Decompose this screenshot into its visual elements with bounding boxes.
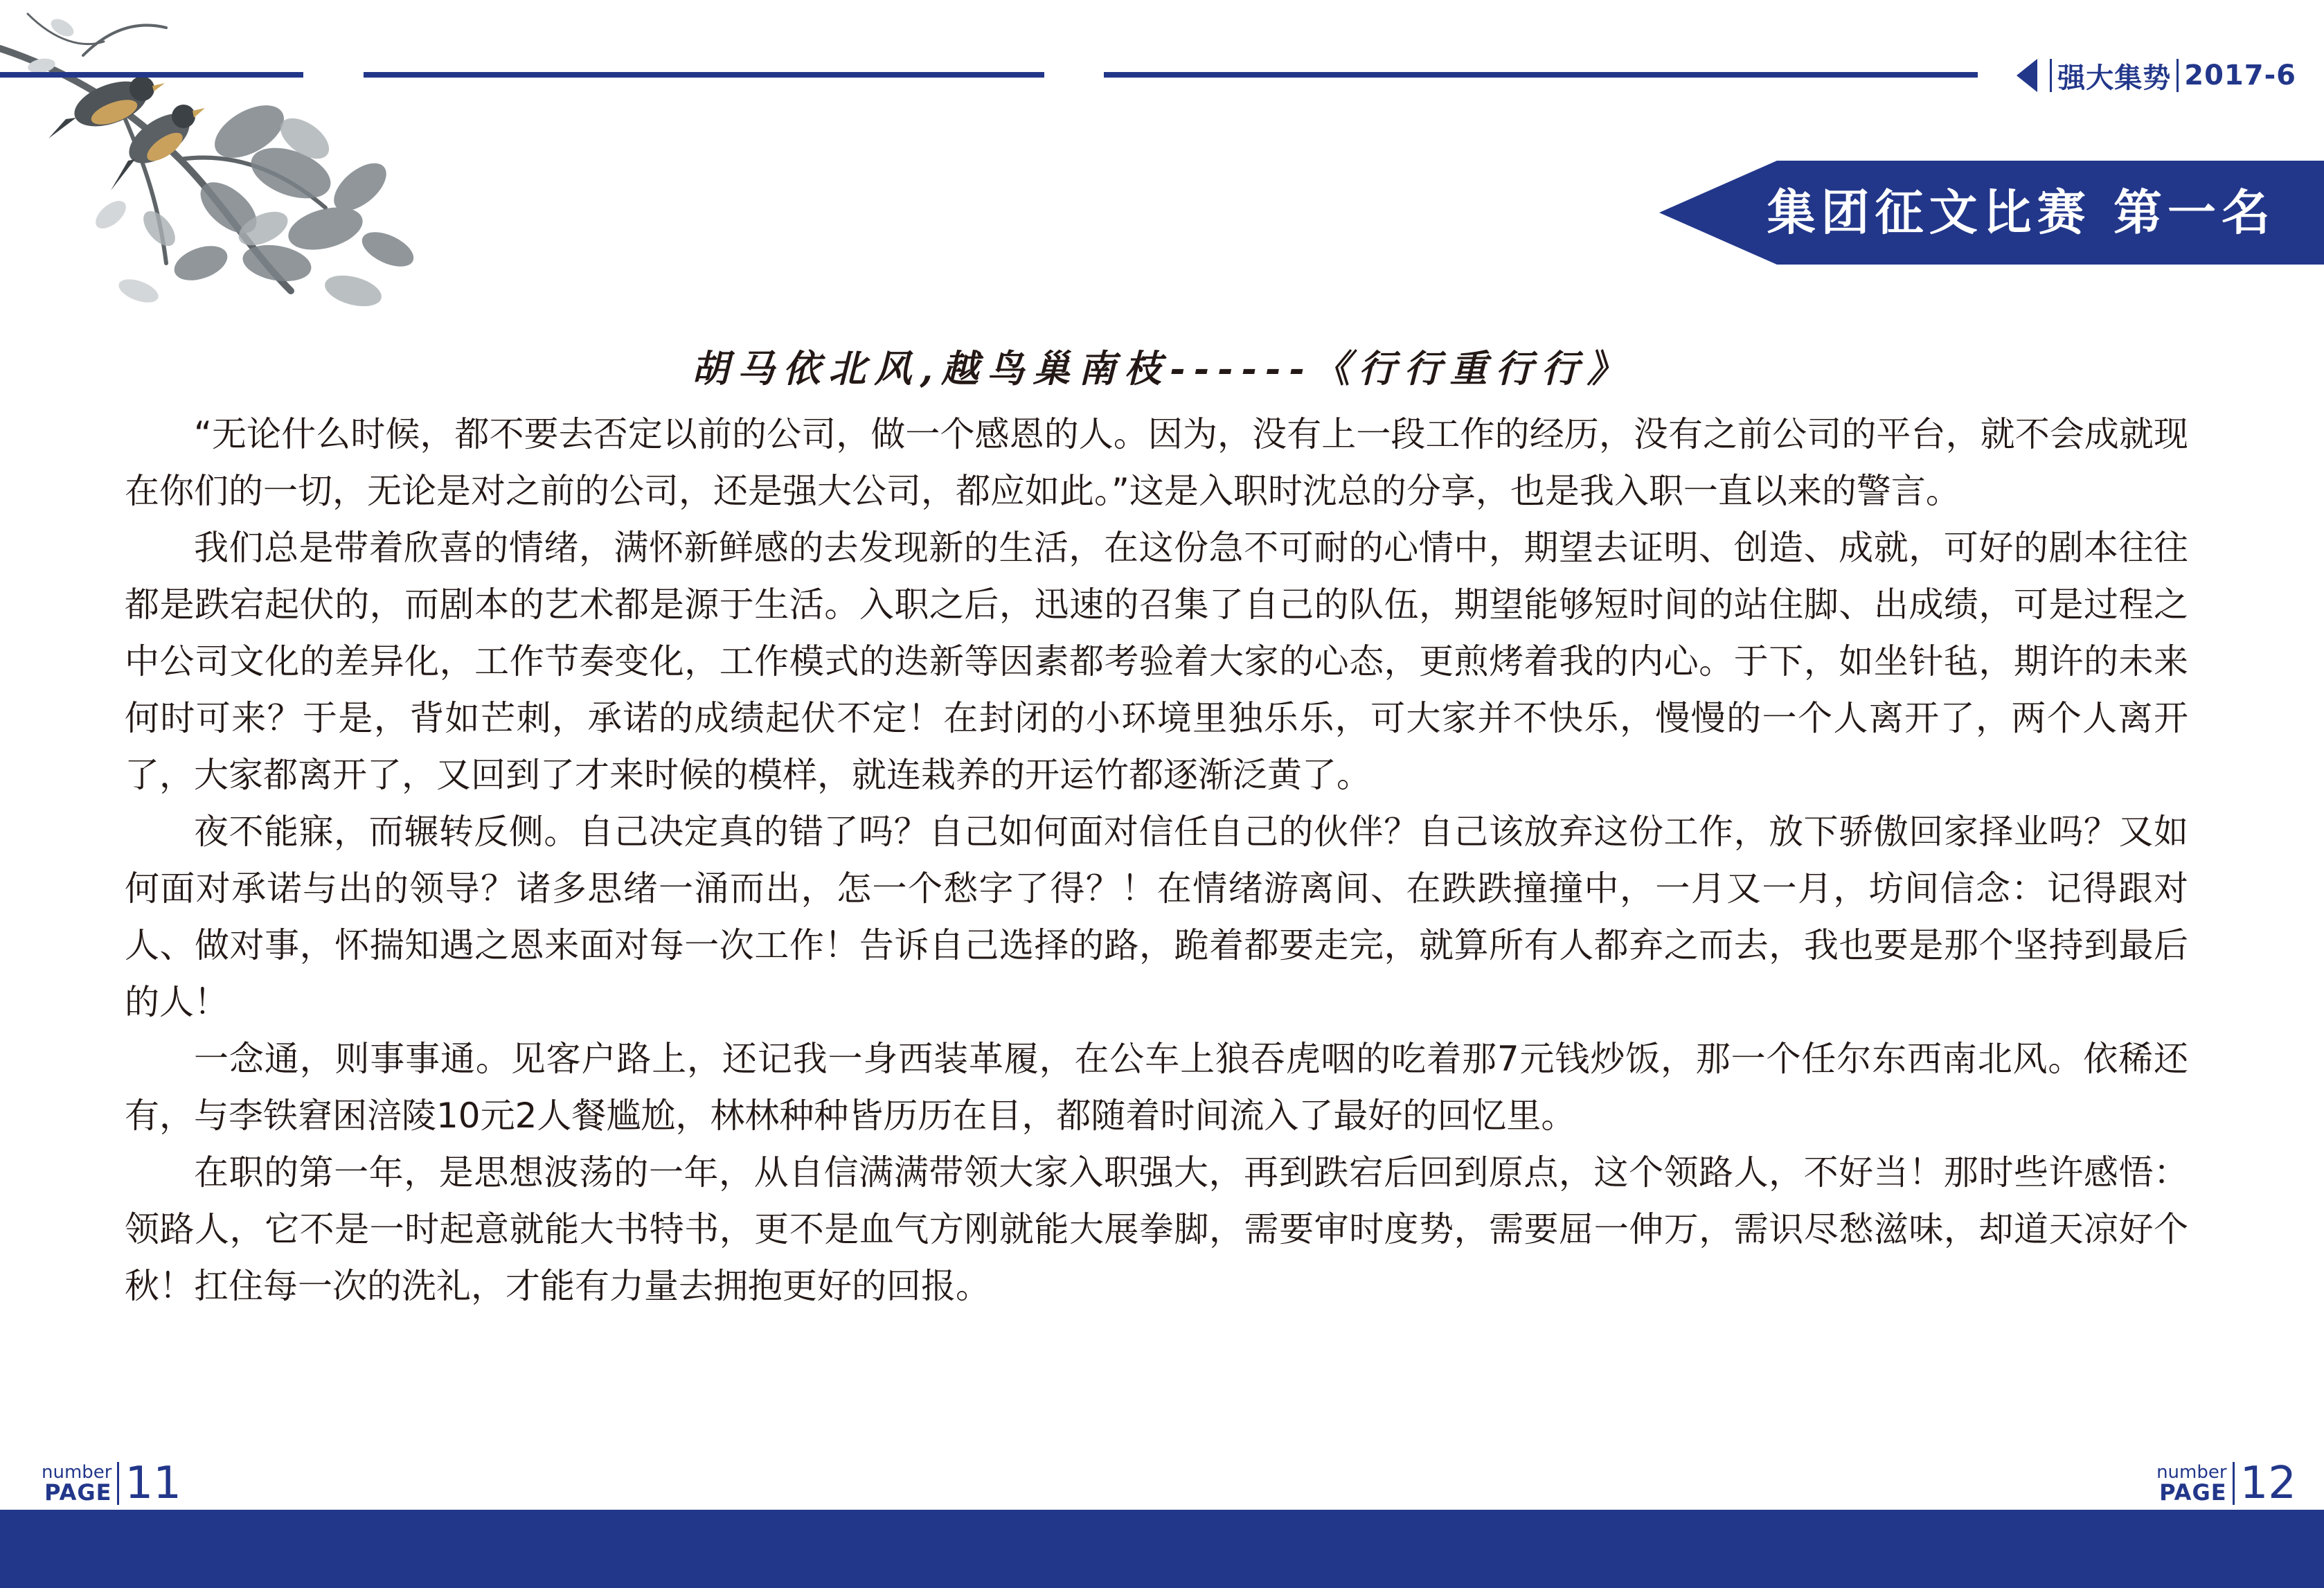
page-number-value: 12 [2240, 1458, 2296, 1509]
header-rule-middle [364, 72, 1044, 78]
banner-title: 集团征文比赛 第一名 [1767, 184, 2276, 241]
brand-chevron-icon [2017, 59, 2037, 92]
paragraph: 一念通，则事事通。见客户路上，还记我一身西装革履，在公车上狼吞虎咽的吃着那7元钱炒饭，那一个任尔东西南北风。依稀还有，与李铁窘困涪陵10元2人餐尴尬，林林种种皆历历在目，都随着时间流入了最好的回忆里。 [125, 1039, 2188, 1136]
page-number-divider [117, 1462, 119, 1505]
footer-band [0, 1510, 2324, 1588]
article-body [125, 406, 2188, 1314]
header-rule-left [0, 72, 303, 78]
page-number-value: 11 [125, 1458, 181, 1509]
article-title: 胡马依北风,越鸟巢南枝------《行行重行行》 [691, 346, 1633, 391]
page-label: PAGE [44, 1479, 112, 1506]
header-rule-right [1104, 72, 1978, 78]
issue-date: 2017-6 [2184, 60, 2296, 91]
brand-divider [2176, 59, 2179, 92]
page-number-label: number [2156, 1462, 2227, 1483]
paragraph: “无论什么时候，都不要去否定以前的公司，做一个感恩的人。因为，没有上一段工作的经历，没有之前公司的平台，就不会成就现在你们的一切，无论是对之前的公司，还是强大公司，都应如此。”这是入职时沈总的分享，也是我入职一直以来的警言。 [125, 414, 2188, 511]
page-label: PAGE [2159, 1479, 2227, 1506]
paragraph: 夜不能寐，而辗转反侧。自己决定真的错了吗？自己如何面对信任自己的伙伴？自己该放弃这份工作，放下骄傲回家择业吗？又如何面对承诺与出的领导？诸多思绪一涌而出，怎一个愁字了得？！在情绪游离间、在跌跌撞撞中，一月又一月，坊间信念：记得跟对人、做对事，怀揣知遇之恩来面对每一次工作！告诉自己选择的路，跪着都要走完，就算所有人都弃之而去，我也要是那个坚持到最后的人！ [125, 812, 2188, 1022]
paragraph: 我们总是带着欣喜的情绪，满怀新鲜感的去发现新的生活，在这份急不可耐的心情中，期望去证明、创造、成就，可好的剧本往往都是跌宕起伏的，而剧本的艺术都是源于生活。入职之后，迅速的召集了自己的队伍，期望能够短时间的站住脚、出成绩，可是过程之中公司文化的差异化，工作节奏变化，工作模式的迭新等因素都考验着大家的心态，更煎烤着我的内心。于下，如坐针毡，期许的未来何时可来？于是，背如芒刺，承诺的成绩起伏不定！在封闭的小环境里独乐乐，可大家并不快乐，慢慢的一个人离开了，两个人离开了，大家都离开了，又回到了才来时候的模样，就连栽养的开运竹都逐渐泛黄了。 [125, 528, 2188, 795]
page-number-left [42, 1458, 181, 1509]
page-number-right [2156, 1458, 2296, 1509]
brand-divider [2050, 59, 2052, 92]
header-brand [2017, 57, 2296, 94]
brand-name: 强大集势 [2057, 62, 2172, 94]
paragraph: 在职的第一年，是思想波荡的一年，从自信满满带领大家入职强大，再到跌宕后回到原点，这个领路人，不好当！那时些许感悟：领路人，它不是一时起意就能大书特书，更不是血气方刚就能大展拳脚，需要审时度势，需要屈一伸万，需识尽愁滋味，却道天凉好个秋！扛住每一次的洗礼，才能有力量去拥抱更好的回报。 [125, 1152, 2188, 1306]
page-number-divider [2233, 1462, 2235, 1505]
bird-flower-ink-illustration [0, 0, 526, 325]
page-number-label: number [42, 1462, 112, 1483]
